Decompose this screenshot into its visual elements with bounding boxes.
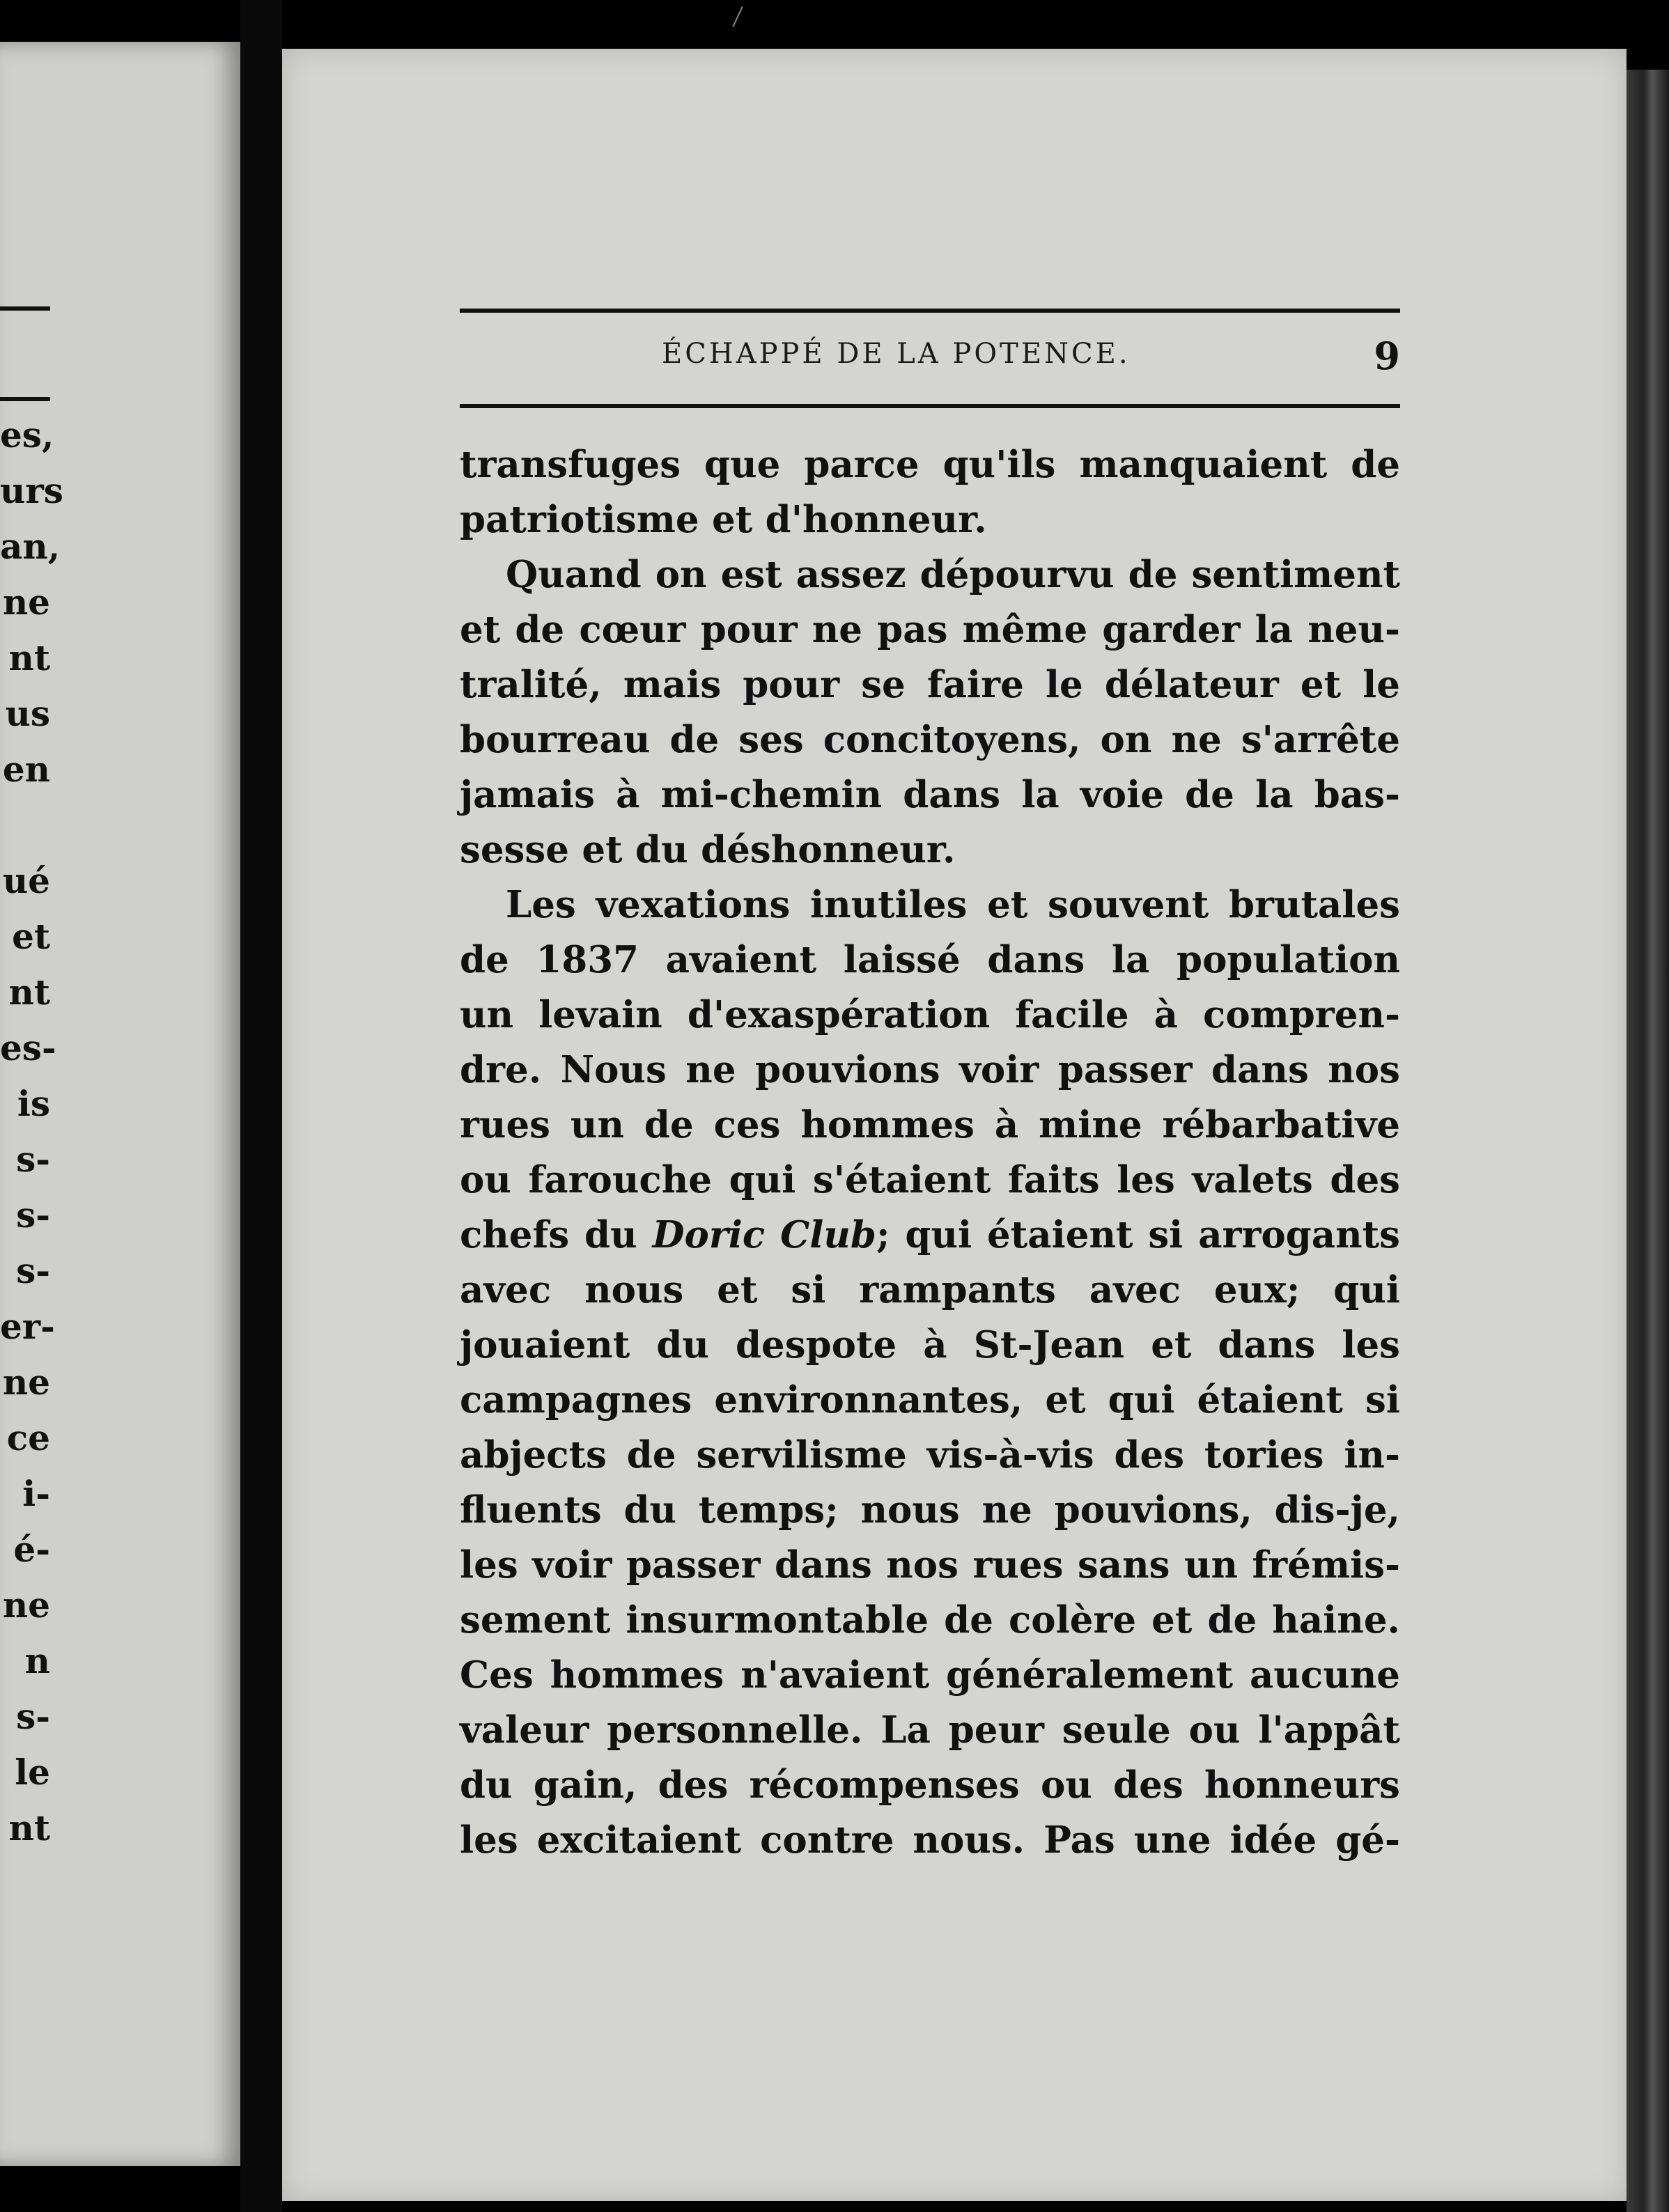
text-line: sesse et du déshonneur. bbox=[460, 828, 956, 871]
header-rule-bottom bbox=[460, 404, 1400, 408]
text-line: dre. Nous ne pouvions voir passer dans nos bbox=[460, 1048, 1400, 1091]
text-line: Ces hommes n'avaient généralement aucune bbox=[460, 1653, 1400, 1697]
running-title: ÉCHAPPÉ DE LA POTENCE. bbox=[662, 338, 1131, 370]
left-page-fragment: us bbox=[5, 693, 50, 734]
text-line: campagnes environnantes, et qui étaient si bbox=[460, 1378, 1400, 1422]
text-line: de 1837 avaient laissé dans la population bbox=[460, 938, 1400, 981]
text-line: les voir passer dans nos rues sans un frémis- bbox=[460, 1543, 1400, 1587]
left-page-fragment: ne bbox=[2, 1584, 50, 1626]
text-line: tralité, mais pour se faire le délateur et le bbox=[460, 663, 1400, 706]
text-segment: ; qui étaient si arrogants bbox=[876, 1213, 1400, 1256]
italic-club-name: Doric Club bbox=[652, 1213, 876, 1256]
left-page-fragment: n bbox=[24, 1640, 50, 1681]
left-page-fragment: s- bbox=[16, 1696, 50, 1737]
text-line: transfuges que parce qu'ils manquaient de bbox=[460, 443, 1400, 486]
book-gutter bbox=[240, 0, 282, 2212]
left-page-fragment: en bbox=[2, 749, 50, 790]
page-number: 9 bbox=[1374, 334, 1400, 378]
text-line: rues un de ces hommes à mine rébarbative bbox=[460, 1103, 1400, 1146]
left-page-fragment: ué bbox=[2, 860, 50, 901]
left-page-fragment: nt bbox=[8, 1807, 50, 1848]
left-page-fragment: s- bbox=[16, 1139, 50, 1180]
text-line: valeur personnelle. La peur seule ou l'appât bbox=[460, 1708, 1400, 1752]
left-page-fragment: es, bbox=[0, 414, 54, 455]
text-line: et de cœur pour ne pas même garder la neu- bbox=[460, 608, 1400, 651]
page-edge-shadow bbox=[1627, 70, 1669, 2212]
left-page-fragment: le bbox=[15, 1752, 50, 1793]
header-rule-top bbox=[460, 309, 1400, 313]
left-page-fragment: ne bbox=[2, 582, 50, 623]
text-line: jouaient du despote à St-Jean et dans les bbox=[460, 1323, 1400, 1366]
left-page-fragment: é- bbox=[13, 1529, 50, 1570]
left-page-fragment: er- bbox=[0, 1306, 55, 1347]
text-line: du gain, des récompenses ou des honneurs bbox=[460, 1763, 1400, 1807]
left-page-fragment: et bbox=[12, 916, 50, 957]
left-page-fragment: an, bbox=[0, 526, 61, 567]
body-text bbox=[460, 437, 1400, 1868]
left-page-fragment: s- bbox=[16, 1194, 50, 1236]
text-line: ou farouche qui s'étaient faits les valets des bbox=[460, 1158, 1400, 1201]
left-page-rule-top bbox=[0, 306, 50, 311]
text-line: bourreau de ses concitoyens, on ne s'arrête bbox=[460, 718, 1400, 761]
text-line: avec nous et si rampants avec eux; qui bbox=[460, 1268, 1400, 1311]
text-line: jamais à mi-chemin dans la voie de la bas- bbox=[460, 773, 1400, 816]
left-page-fragment: ce bbox=[6, 1417, 50, 1458]
left-page-fragment: es- bbox=[0, 1027, 56, 1068]
left-page-fragment: urs bbox=[0, 470, 63, 511]
left-page-fragment: nt bbox=[8, 972, 50, 1013]
left-page-fragment: nt bbox=[8, 637, 50, 678]
text-line-with-italic bbox=[460, 1208, 1400, 1263]
running-header bbox=[460, 334, 1400, 380]
left-facing-page bbox=[0, 42, 240, 2166]
left-page-fragment: is bbox=[17, 1083, 50, 1124]
text-segment: chefs du bbox=[460, 1213, 637, 1256]
text-line: les excitaient contre nous. Pas une idée gé- bbox=[460, 1818, 1400, 1862]
text-line: Quand on est assez dépourvu de sentiment bbox=[506, 553, 1400, 596]
scan-mark bbox=[732, 6, 743, 27]
text-line: patriotisme et d'honneur. bbox=[460, 498, 987, 541]
text-line: sement insurmontable de colère et de haine. bbox=[460, 1598, 1400, 1642]
left-page-rule-bottom bbox=[0, 397, 50, 401]
left-page-fragment: ne bbox=[2, 1362, 50, 1403]
left-page-fragment: s- bbox=[16, 1250, 50, 1291]
text-line: Les vexations inutiles et souvent brutales bbox=[506, 883, 1400, 926]
text-line: abjects de servilisme vis-à-vis des tories in- bbox=[460, 1433, 1400, 1477]
text-line: fluents du temps; nous ne pouvions, dis-je, bbox=[460, 1488, 1400, 1532]
text-line: un levain d'exaspération facile à compren- bbox=[460, 993, 1400, 1036]
left-page-fragment: i- bbox=[22, 1473, 50, 1514]
